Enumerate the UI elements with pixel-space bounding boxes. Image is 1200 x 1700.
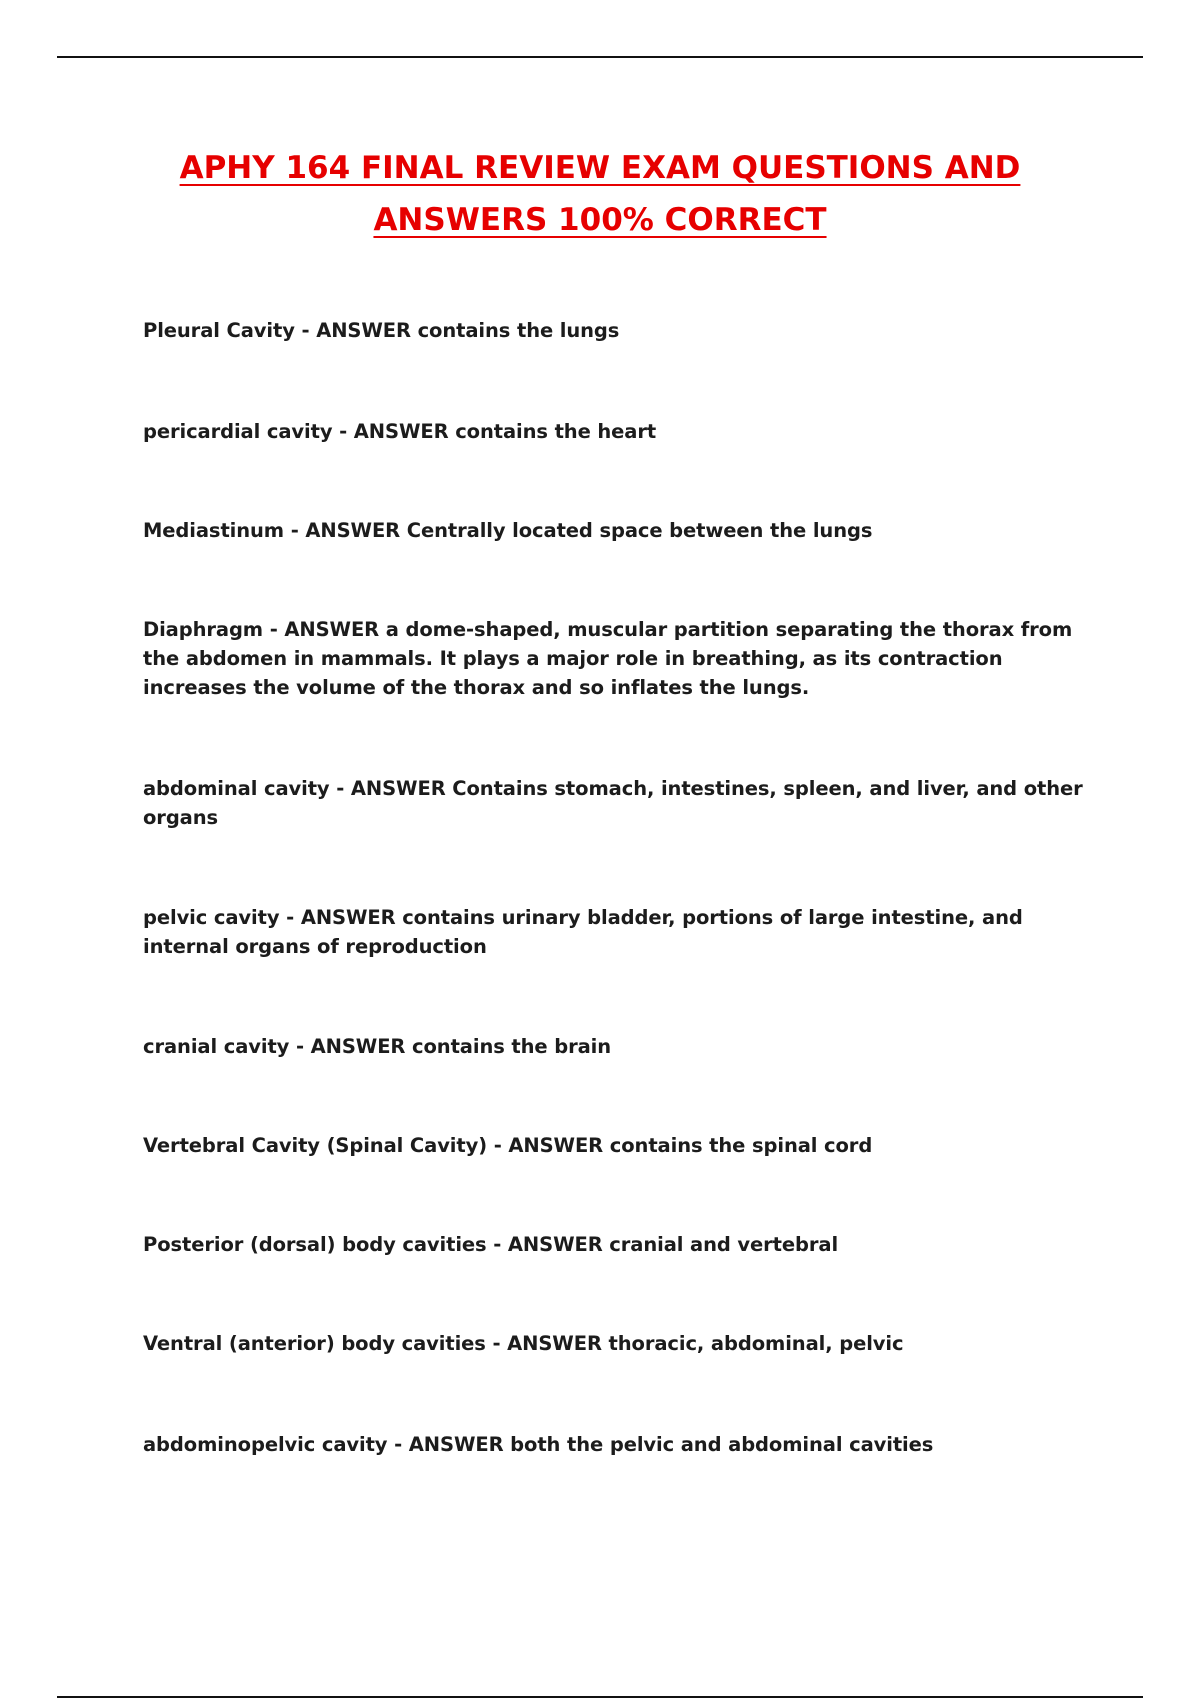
- qa-item-abdominal-cavity: abdominal cavity - ANSWER Contains stomach, intestines, spleen, and liver, and other organs: [143, 777, 1083, 829]
- qa-item-ventral-body-cavities: Ventral (anterior) body cavities - ANSWER thoracic, abdominal, pelvic: [143, 1332, 904, 1355]
- footer-rule: [57, 1696, 1143, 1698]
- title-line-1: APHY 164 FINAL REVIEW EXAM QUESTIONS AND: [179, 150, 1021, 186]
- qa-item-diaphragm: Diaphragm - ANSWER a dome-shaped, muscular partition separating the thorax from the abdomen in mammals. It plays a major role in breathing, as its contraction increases the volume of the thorax and so inflates the lungs.: [143, 618, 1073, 699]
- qa-item-vertebral-cavity: Vertebral Cavity (Spinal Cavity) - ANSWER contains the spinal cord: [143, 1134, 873, 1157]
- qa-item-abdominopelvic-cavity: abdominopelvic cavity - ANSWER both the pelvic and abdominal cavities: [143, 1433, 934, 1456]
- qa-item-pleural-cavity: Pleural Cavity - ANSWER contains the lungs: [143, 319, 620, 342]
- qa-item-mediastinum: Mediastinum - ANSWER Centrally located space between the lungs: [143, 519, 873, 542]
- title-line-2: ANSWERS 100% CORRECT: [373, 202, 827, 238]
- qa-item-pericardial-cavity: pericardial cavity - ANSWER contains the heart: [143, 420, 657, 443]
- qa-item-posterior-body-cavities: Posterior (dorsal) body cavities - ANSWER cranial and vertebral: [143, 1233, 839, 1256]
- qa-item-cranial-cavity: cranial cavity - ANSWER contains the brain: [143, 1035, 612, 1058]
- qa-item-pelvic-cavity: pelvic cavity - ANSWER contains urinary bladder, portions of large intestine, and internal organs of reproduction: [143, 906, 1023, 958]
